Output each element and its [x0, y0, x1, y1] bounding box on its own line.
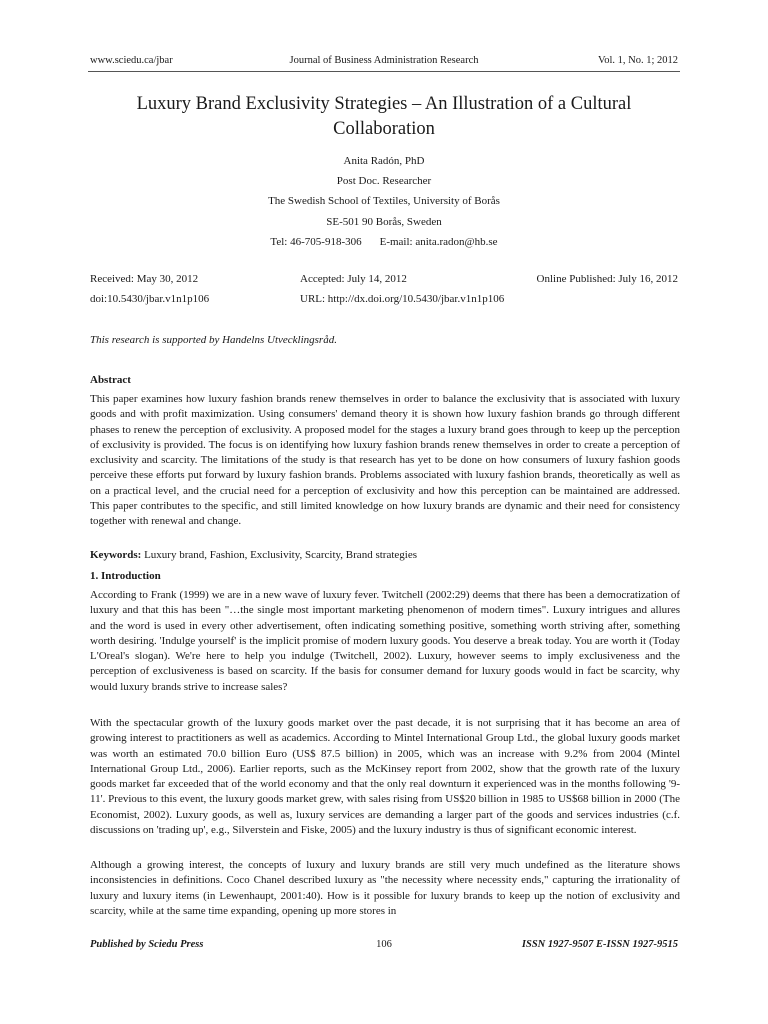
journal-name: Journal of Business Administration Research	[289, 55, 479, 66]
keywords	[90, 548, 680, 563]
received-date: Received: May 30, 2012	[90, 273, 199, 285]
title-line-1: Luxury Brand Exclusivity Strategies – An Illustration of a Cultural	[136, 94, 632, 114]
publisher: Published by Sciedu Press	[90, 939, 204, 950]
intro-paragraph-1: According to Frank (1999) we are in a new wave of luxury fever. Twitchell (2002:29) deems that there has been a democratization of luxury and that this has been "…the single most important marketing phenomenon of modern times". Luxury intrigues and allures and the word is used in every other advertisement, often indicating something positive, something worth striving after, something worth desiring. 'Indulge yourself' is the implicit promise of modern luxury goods. You deserve a break today. You are worth it (Today L'Oreal's slogan). We're here to help you indulge (Twitchell, 2002). Luxury, however seems to imply exclusiveness and the perception of exclusiveness is based on scarcity. If the basis for consumer demand for luxury goods would in fact be scarcity, why would luxury brands strive to increase sales?	[90, 589, 680, 693]
running-header	[88, 55, 680, 72]
issn: ISSN 1927-9507 E-ISSN 1927-9515	[521, 939, 678, 950]
journal-url: www.sciedu.ca/jbar	[90, 55, 173, 66]
author-position: Post Doc. Researcher	[336, 175, 432, 188]
author-name: Anita Radón, PhD	[343, 155, 425, 167]
introduction-heading: 1. Introduction	[90, 570, 161, 582]
author-tel: Tel: 46-705-918-306	[270, 235, 362, 248]
accepted-date: Accepted: July 14, 2012	[300, 273, 407, 285]
author-block	[88, 151, 680, 252]
abstract-text: This paper examines how luxury fashion brands renew themselves in order to balance the exclusivity that is associated with luxury goods and with profit maximization. Using consumers' demand theory it is shown how luxury fashion brands go through different phases to renew the perception of exclusivity. A proposed model for the stages a luxury brand goes through to keep up the perception of exclusivity is provided. The focus is on identifying how luxury fashion brands renew themselves in order to create a perception of exclusivity and scarcity. The limitations of the study is that research has yet to be done on how consumers of luxury fashion goods perceive these efforts put forward by luxury fashion brands. Problems associated with luxury fashion brands, theoretically as well as on a practical level, and the crucial need for a perception of exclusivity and how this perception can be maintained are addressed. This paper contributes to the specific, and still limited knowledge on how luxury brands are dynamic and their need for consistency together with renewal and change.	[90, 393, 680, 528]
keywords-label: Keywords:	[90, 549, 142, 561]
doi: doi:10.5430/jbar.v1n1p106	[90, 293, 210, 305]
intro-paragraph-2: With the spectacular growth of the luxury goods market over the past decade, it is not surprising that it has become an area of growing interest to practitioners as well as academics. According to Mintel International Group Ltd., the global luxury goods market was worth an estimated 70.0 billion Euro (US$ 87.5 billion) in 2005, which was an increase with 9.2% from 2004 (Mintel International Group Ltd., 2006). Earlier reports, such as the McKinsey report from 2002, show that the growth rate of the luxury goods market far exceeded that of the world economy and that the only real downturn it experienced was in the months following '9-11'. Previous to this event, the luxury goods market grew, with sales rising from US$20 billion in 1985 to US$68 billion in 2000 (The Economist, 2002). Luxury goods, as well as, luxury services are demanding a larger part of the goods and services industries (c.f. discussions on 'trading up', e.g., Silverstein and Fiske, 2005) and the luxury industry is thus of significant economic interest.	[90, 717, 680, 837]
published-date: Online Published: July 16, 2012	[536, 273, 678, 285]
page-number: 106	[376, 939, 392, 950]
author-contact	[88, 232, 680, 252]
abstract-heading: Abstract	[90, 374, 131, 386]
article-title	[88, 92, 680, 142]
author-email: E-mail: anita.radon@hb.se	[379, 235, 498, 248]
intro-paragraph-3: Although a growing interest, the concepts of luxury and luxury brands are still very much undefined as the literature shows inconsistencies in definitions. Coco Chanel described luxury as "the necessity where necessity ends," capturing the irrationality of luxury and luxury items (in Lewenhaupt, 2001:40). How is it possible for luxury brands to keep up the notion of exclusivity and scarcity, while at the same time expanding, opening up more stores in	[90, 859, 680, 917]
page-footer	[88, 939, 680, 955]
author-affiliation: The Swedish School of Textiles, University of Borås	[268, 195, 500, 208]
title-line-2: Collaboration	[333, 119, 435, 139]
author-address: SE-501 90 Borås, Sweden	[326, 215, 442, 228]
keywords-list: Luxury brand, Fashion, Exclusivity, Scarcity, Brand strategies	[141, 549, 417, 561]
support-note: This research is supported by Handelns Utvecklingsråd.	[90, 334, 337, 346]
article-url[interactable]: URL: http://dx.doi.org/10.5430/jbar.v1n1p106	[300, 293, 505, 305]
volume-info: Vol. 1, No. 1; 2012	[597, 55, 678, 66]
